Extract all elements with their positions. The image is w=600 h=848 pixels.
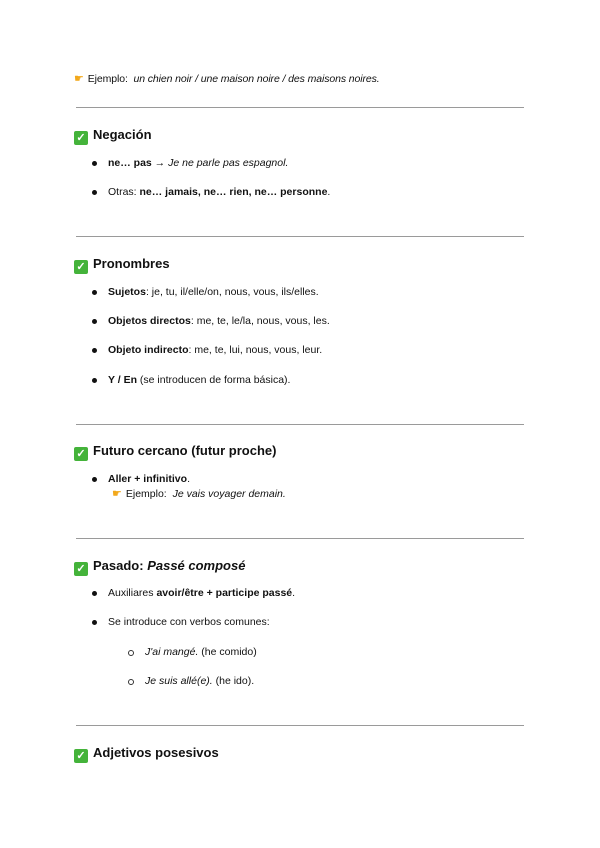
heading-text: Adjetivos posesivos [93,745,219,760]
check-mark-icon: ✓ [74,562,88,576]
item-bold: Objeto indirecto [108,344,189,356]
item-text: : je, tu, il/elle/on, nous, vous, ils/elles. [145,286,319,298]
item-italic: J'ai mangé. [145,646,199,658]
list-item [108,616,270,628]
item-suffix: . [327,186,331,198]
pointing-hand-icon: ☛ [74,73,84,85]
sub-list-item [145,646,257,658]
item-text: (se introducen de forma básica). [136,374,291,386]
item-italic: Je suis allé(e). [145,675,213,687]
section-heading-adjetivos [74,745,219,763]
heading-text: Negación [93,127,152,142]
futuro-example [112,487,286,500]
list-item [108,473,190,485]
example-text: un chien noir / une maison noire / des maisons noires. [133,73,380,85]
divider [76,424,524,425]
section-heading-negacion [74,127,152,145]
section-heading-pasado [74,558,245,576]
heading-text: Futuro cercano (futur proche) [93,443,277,458]
item-italic: Je ne parle pas espagnol. [168,157,289,169]
list-item [108,157,288,169]
item-bold: Sujetos [108,286,146,298]
example-label: Ejemplo: [125,488,167,500]
item-prefix: Otras: [108,186,140,198]
section-heading-futuro [74,443,276,461]
bullet-icon [92,620,97,625]
item-text: (he comido) [198,646,257,658]
bullet-icon [92,190,97,195]
divider [76,538,524,539]
divider [76,107,524,108]
item-bold: ne… pas [108,157,152,169]
bullet-icon [92,161,97,166]
list-item [108,286,319,298]
check-mark-icon: ✓ [74,749,88,763]
heading-text: Pasado: [93,558,148,573]
example-text: Je vais voyager demain. [172,488,286,500]
list-item [108,344,322,356]
hollow-bullet-icon [128,650,134,656]
item-bold: avoir/être + participe passé [156,587,293,599]
check-mark-icon: ✓ [74,131,88,145]
item-text: Se introduce con verbos comunes: [108,616,270,628]
item-text: (he ido). [212,675,255,687]
divider [76,236,524,237]
item-text: : me, te, le/la, nous, vous, les. [190,315,330,327]
bullet-icon [92,591,97,596]
item-bold: Aller + infinitivo [108,473,188,485]
bullet-icon [92,290,97,295]
intro-example [74,72,380,85]
section-heading-pronombres [74,256,170,274]
item-suffix: . [187,473,190,485]
heading-text: Pronombres [93,256,170,271]
example-label: Ejemplo: [87,73,128,85]
item-text: : me, te, lui, nous, vous, leur. [188,344,323,356]
check-mark-icon: ✓ [74,260,88,274]
heading-italic: Passé composé [147,558,246,573]
bullet-icon [92,348,97,353]
list-item [108,587,295,599]
item-arrow: → [151,157,169,169]
item-bold: Y / En [108,374,137,386]
list-item [108,315,330,327]
divider [76,725,524,726]
list-item [108,374,290,386]
item-bold: Objetos directos [108,315,191,327]
item-bold: ne… jamais, ne… rien, ne… personne [139,186,328,198]
pointing-hand-icon: ☛ [112,488,122,500]
bullet-icon [92,319,97,324]
item-prefix: Auxiliares [108,587,157,599]
list-item [108,186,330,198]
item-suffix: . [292,587,296,599]
bullet-icon [92,378,97,383]
bullet-icon [92,477,97,482]
sub-list-item [145,675,254,687]
hollow-bullet-icon [128,679,134,685]
check-mark-icon: ✓ [74,447,88,461]
